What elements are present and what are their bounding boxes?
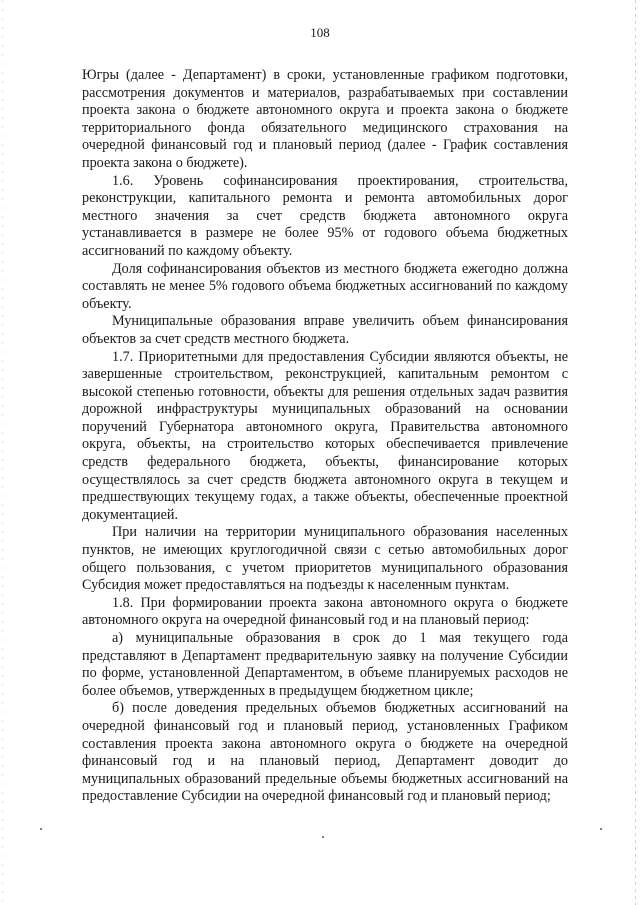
scan-speck [600, 828, 602, 830]
paragraph-cofinancing-share: Доля софинансирования объектов из местного бюджета ежегодно должна составлять не менее 5% годового объема бюджетных ассигнований по каждому объекту. [82, 260, 568, 312]
paragraph-municipal-increase: Муниципальные образования вправе увеличить объем финансирования объектов за счет средств местного бюджета. [82, 313, 568, 347]
paragraph-item-b: б) после доведения предельных объемов бюджетных ассигнований на очередной финансовый год и плановый период, установленных Графиком составления проекта закона автономного округа о бюджете на очередной финансовый год и на плановый период, Департамент доводит до муниципальных образований предельные объемы бюджетных ассигнований на предоставление Субсидии на очередной финансовый год и плановый период; [82, 700, 568, 805]
paragraph-1-7: 1.7. Приоритетными для предоставления Субсидии являются объекты, не завершенные строительством, реконструкцией, капитальным ремонтом с высокой степенью готовности, объекты для решения отдельных задач развития дорожной инфраструктуры муниципальных образований на основании поручений Губернатора автономного округа, Правительства автономного округа, объекты, на строительство которых обеспечивается привлечение средств федерального бюджета, объекты, финансирование которых осуществлялось за счет средств бюджета автономного округа в текущем и предшествующих текущему годах, а также объекты, обеспеченные проектной документацией. [82, 348, 568, 523]
scan-edge-right [635, 0, 636, 905]
paragraph-1-8: 1.8. При формировании проекта закона автономного округа о бюджете автономного округа на очередной финансовый год и на плановый период: [82, 594, 568, 629]
paragraph-settlements: При наличии на территории муниципального образования населенных пунктов, не имеющих круглогодичной связи с сетью автомобильных дорог общего пользования, с учетом приоритетов муниципального образования Субсидия может предоставляться на подъезды к населенным пунктам. [82, 524, 568, 594]
page-number: 108 [310, 25, 330, 40]
paragraph-item-a: а) муниципальные образования в срок до 1 мая текущего года представляют в Департамент предварительную заявку на получение Субсидии по форме, установленной Департаментом, в объеме планируемых расходов не более объемов, утвержденных в предыдущем бюджетном цикле; [82, 630, 568, 699]
paragraph-continuation: Югры (далее - Департамент) в сроки, установленные графиком подготовки, рассмотрения документов и материалов, разрабатываемых при составлении проекта закона о бюджете автономного округа и проекта закона о бюджете территориального фонда обязательного медицинского страхования на очередной финансовый год и плановый период (далее - График составления проекта закона о бюджете). [82, 67, 568, 171]
scan-speck [322, 836, 324, 838]
scan-speck [40, 828, 42, 830]
document-body [82, 67, 568, 806]
scan-edge-left [2, 0, 3, 905]
paragraph-1-6: 1.6. Уровень софинансирования проектирования, строительства, реконструкции, капитального ремонта и ремонта автомобильных дорог местного значения за счет средств бюджета автономного округа устанавливается в размере не более 95% от годового объема бюджетных ассигнований по каждому объекту. [82, 172, 568, 259]
